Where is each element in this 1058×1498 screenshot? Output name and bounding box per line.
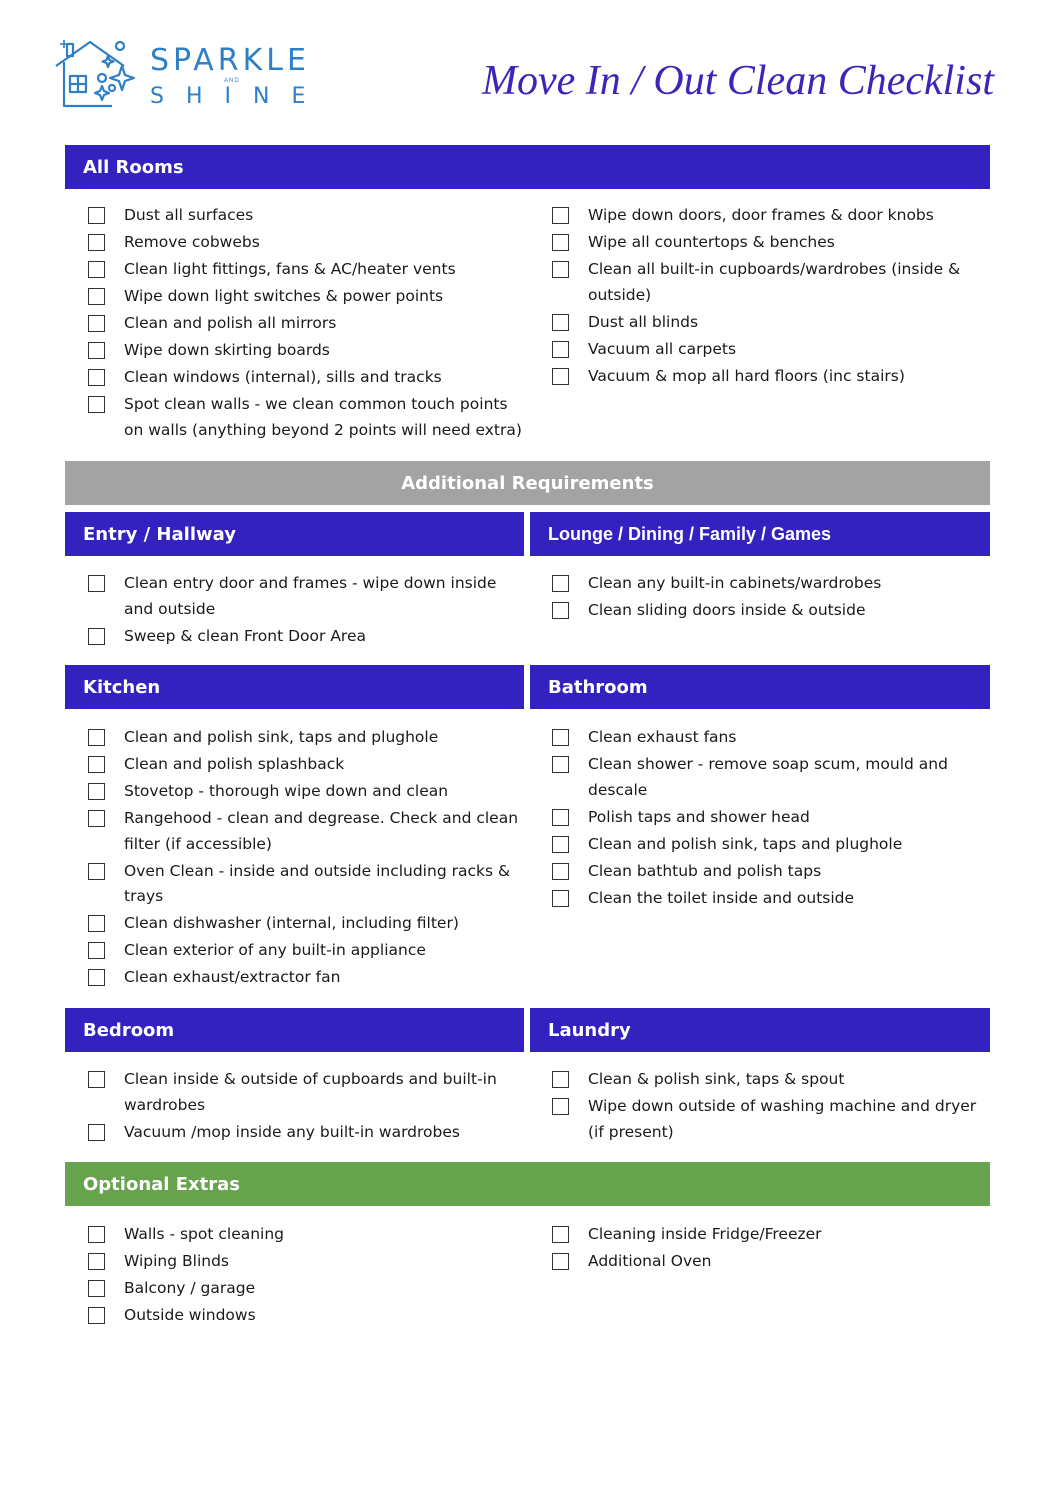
- checklist-item[interactable]: [88, 571, 528, 622]
- checklist-item[interactable]: [552, 1222, 992, 1248]
- checkbox[interactable]: [552, 575, 569, 592]
- checklist-item-label: Clean light fittings, fans & AC/heater vents: [124, 260, 456, 278]
- checklist-item-label: Stovetop - thorough wipe down and clean: [124, 782, 449, 800]
- checklist-item[interactable]: [88, 1276, 528, 1302]
- checkbox[interactable]: [552, 234, 569, 251]
- checklist-item-label: Wiping Blinds: [124, 1252, 230, 1270]
- checklist-item[interactable]: [88, 338, 528, 364]
- checklist-item[interactable]: [88, 911, 528, 937]
- checklist-item-label: Clean exhaust/extractor fan: [124, 968, 341, 986]
- checklist-item-label: Wipe down light switches & power points: [124, 287, 444, 305]
- checklist-item-label: Clean and polish all mirrors: [124, 314, 337, 332]
- checklist-item[interactable]: [552, 1067, 992, 1093]
- checkbox[interactable]: [88, 1226, 105, 1243]
- section-header-entry-hallway: Entry / Hallway: [65, 512, 524, 556]
- checklist-item[interactable]: [88, 859, 528, 910]
- checklist-item-label: Clean all built-in cupboards/wardrobes (inside & outside): [588, 260, 961, 304]
- checklist-item[interactable]: [552, 230, 992, 256]
- checklist-item[interactable]: [88, 1249, 528, 1275]
- checklist-item[interactable]: [552, 805, 992, 831]
- checklist-item-label: Cleaning inside Fridge/Freezer: [588, 1225, 822, 1243]
- checkbox[interactable]: [88, 369, 105, 386]
- checklist-lounge-dining: [552, 571, 992, 625]
- checklist-item-label: Clean and polish sink, taps and plughole: [588, 834, 903, 853]
- checklist-item[interactable]: [552, 203, 992, 229]
- checklist-all-rooms-right: [552, 203, 992, 391]
- brand-word-shine: SHINE: [150, 84, 328, 109]
- checklist-item[interactable]: [88, 965, 528, 991]
- checklist-item-label: Dust all surfaces: [124, 206, 254, 224]
- brand-word-and: AND: [224, 78, 240, 84]
- checklist-item-label: Wipe all countertops & benches: [588, 233, 835, 251]
- checklist-item-label: Vacuum /mop inside any built-in wardrobes: [124, 1122, 460, 1141]
- brand-word-sparkle: SPARKLE: [150, 43, 310, 78]
- checkbox[interactable]: [88, 810, 105, 827]
- checklist-entry-hallway: [88, 571, 528, 651]
- checklist-bathroom: [552, 725, 992, 913]
- checklist-item[interactable]: [552, 1249, 992, 1275]
- checklist-item-label: Clean exhaust fans: [588, 728, 737, 746]
- checkbox[interactable]: [88, 783, 105, 800]
- checkbox[interactable]: [552, 729, 569, 746]
- checkbox[interactable]: [88, 207, 105, 224]
- page-header: [0, 0, 1058, 140]
- checklist-item[interactable]: [88, 1120, 528, 1146]
- checkbox[interactable]: [88, 1280, 105, 1297]
- checklist-item-label: Vacuum all carpets: [588, 339, 737, 358]
- section-header-lounge-dining: Lounge / Dining / Family / Games: [530, 512, 990, 556]
- checklist-item-label: Outside windows: [124, 1306, 256, 1324]
- checklist-item[interactable]: [88, 725, 528, 751]
- checkbox[interactable]: [552, 1098, 569, 1115]
- checklist-item[interactable]: [552, 1094, 992, 1145]
- checkbox[interactable]: [552, 1071, 569, 1088]
- checkbox[interactable]: [552, 836, 569, 853]
- checkbox[interactable]: [88, 628, 105, 645]
- brand-logo: [54, 36, 328, 112]
- checkbox[interactable]: [552, 207, 569, 224]
- checkbox[interactable]: [88, 1307, 105, 1324]
- checklist-kitchen: [88, 725, 528, 992]
- checklist-item[interactable]: [552, 598, 992, 624]
- checklist-item-label: Polish taps and shower head: [588, 807, 810, 826]
- house-sparkle-icon: [54, 36, 144, 112]
- checklist-item[interactable]: [88, 1067, 528, 1118]
- checkbox[interactable]: [552, 863, 569, 880]
- checklist-item[interactable]: [88, 752, 528, 778]
- checklist-item-label: Clean and polish sink, taps and plughole: [124, 728, 439, 746]
- checklist-item-label: Clean shower - remove soap scum, mould and descale: [588, 755, 948, 799]
- checklist-item-label: Clean entry door and frames - wipe down inside and outside: [124, 574, 497, 618]
- checklist-item[interactable]: [88, 284, 528, 310]
- checkbox[interactable]: [552, 341, 569, 358]
- checklist-item-label: Clean exterior of any built-in appliance: [124, 941, 426, 959]
- checklist-item[interactable]: [88, 1303, 528, 1329]
- checklist-item-label: Wipe down skirting boards: [124, 341, 330, 359]
- checklist-item[interactable]: [88, 392, 528, 443]
- section-header-bedroom: Bedroom: [65, 1008, 524, 1052]
- checkbox[interactable]: [88, 342, 105, 359]
- checkbox[interactable]: [88, 288, 105, 305]
- checklist-item[interactable]: [552, 364, 992, 390]
- checklist-item[interactable]: [88, 203, 528, 229]
- checklist-item[interactable]: [552, 886, 992, 912]
- checklist-item[interactable]: [88, 806, 528, 857]
- checklist-item-label: Sweep & clean Front Door Area: [124, 626, 366, 645]
- section-header-laundry: Laundry: [530, 1008, 990, 1052]
- checklist-item[interactable]: [552, 310, 992, 336]
- checkbox[interactable]: [88, 915, 105, 932]
- checklist-item-label: Clean bathtub and polish taps: [588, 861, 822, 880]
- checkbox[interactable]: [88, 969, 105, 986]
- checklist-item-label: Clean sliding doors inside & outside: [588, 601, 866, 619]
- checkbox[interactable]: [88, 1253, 105, 1270]
- checkbox[interactable]: [88, 729, 105, 746]
- checklist-item[interactable]: [552, 337, 992, 363]
- checklist-item-label: Dust all blinds: [588, 312, 699, 331]
- section-header-optional-extras: Optional Extras: [65, 1162, 990, 1206]
- checkbox[interactable]: [552, 890, 569, 907]
- checklist-item-label: Wipe down doors, door frames & door knobs: [588, 206, 934, 224]
- checklist-item[interactable]: [552, 859, 992, 885]
- checklist-all-rooms-left: [88, 203, 528, 445]
- section-header-bathroom: Bathroom: [530, 665, 990, 709]
- checkbox[interactable]: [552, 368, 569, 385]
- checklist-bedroom: [88, 1067, 528, 1147]
- checklist-item[interactable]: [552, 571, 992, 597]
- checklist-laundry: [552, 1067, 992, 1147]
- checkbox[interactable]: [552, 1226, 569, 1243]
- checkbox[interactable]: [552, 756, 569, 773]
- section-header-all-rooms: All Rooms: [65, 145, 990, 189]
- checklist-item-label: Balcony / garage: [124, 1279, 256, 1297]
- checklist-item[interactable]: [552, 257, 992, 308]
- checkbox[interactable]: [552, 314, 569, 331]
- checklist-item-label: Remove cobwebs: [124, 233, 260, 251]
- checklist-item-label: Clean & polish sink, taps & spout: [588, 1070, 845, 1088]
- checkbox[interactable]: [552, 809, 569, 826]
- section-header-additional-requirements: Additional Requirements: [65, 461, 990, 505]
- checklist-optional-extras-right: [552, 1222, 992, 1276]
- document-title: Move In / Out Clean Checklist: [481, 58, 994, 104]
- section-header-kitchen: Kitchen: [65, 665, 524, 709]
- checklist-item[interactable]: [88, 1222, 528, 1248]
- checklist-item-label: Clean the toilet inside and outside: [588, 888, 855, 907]
- checklist-item-label: Vacuum & mop all hard floors (inc stairs): [588, 366, 905, 385]
- checklist-item-label: Clean dishwasher (internal, including filter): [124, 914, 459, 932]
- checkbox[interactable]: [88, 234, 105, 251]
- checkbox[interactable]: [88, 575, 105, 592]
- checklist-item[interactable]: [552, 832, 992, 858]
- checklist-item[interactable]: [552, 725, 992, 751]
- checklist-optional-extras-left: [88, 1222, 528, 1330]
- checklist-item[interactable]: [88, 311, 528, 337]
- checklist-item[interactable]: [88, 779, 528, 805]
- checklist-item-label: Additional Oven: [588, 1252, 712, 1270]
- checklist-item-label: Clean inside & outside of cupboards and built-in wardrobes: [124, 1070, 497, 1114]
- checklist-item-label: Rangehood - clean and degrease. Check and clean filter (if accessible): [124, 809, 519, 853]
- checklist-item-label: Clean and polish splashback: [124, 755, 345, 773]
- checklist-item-label: Walls - spot cleaning: [124, 1225, 285, 1243]
- checkbox[interactable]: [88, 315, 105, 332]
- checkbox[interactable]: [88, 1071, 105, 1088]
- checkbox[interactable]: [88, 396, 105, 413]
- checklist-item-label: Wipe down outside of washing machine and dryer (if present): [588, 1097, 977, 1141]
- checklist-item-label: Oven Clean - inside and outside including racks & trays: [124, 861, 511, 905]
- checkbox[interactable]: [88, 863, 105, 880]
- checkbox[interactable]: [88, 261, 105, 278]
- checklist-item-label: Clean any built-in cabinets/wardrobes: [588, 574, 882, 592]
- checklist-item[interactable]: [88, 938, 528, 964]
- checklist-item-label: Spot clean walls - we clean common touch points on walls (anything beyond 2 points will need extra): [124, 395, 522, 439]
- checkbox[interactable]: [552, 261, 569, 278]
- checklist-item[interactable]: [88, 230, 528, 256]
- checkbox[interactable]: [88, 942, 105, 959]
- checkbox[interactable]: [88, 756, 105, 773]
- checkbox[interactable]: [552, 602, 569, 619]
- checklist-item[interactable]: [88, 257, 528, 283]
- checklist-item[interactable]: [88, 624, 528, 650]
- checkbox[interactable]: [552, 1253, 569, 1270]
- checklist-item-label: Clean windows (internal), sills and tracks: [124, 368, 442, 386]
- checklist-item[interactable]: [88, 365, 528, 391]
- checkbox[interactable]: [88, 1124, 105, 1141]
- checklist-item[interactable]: [552, 752, 992, 803]
